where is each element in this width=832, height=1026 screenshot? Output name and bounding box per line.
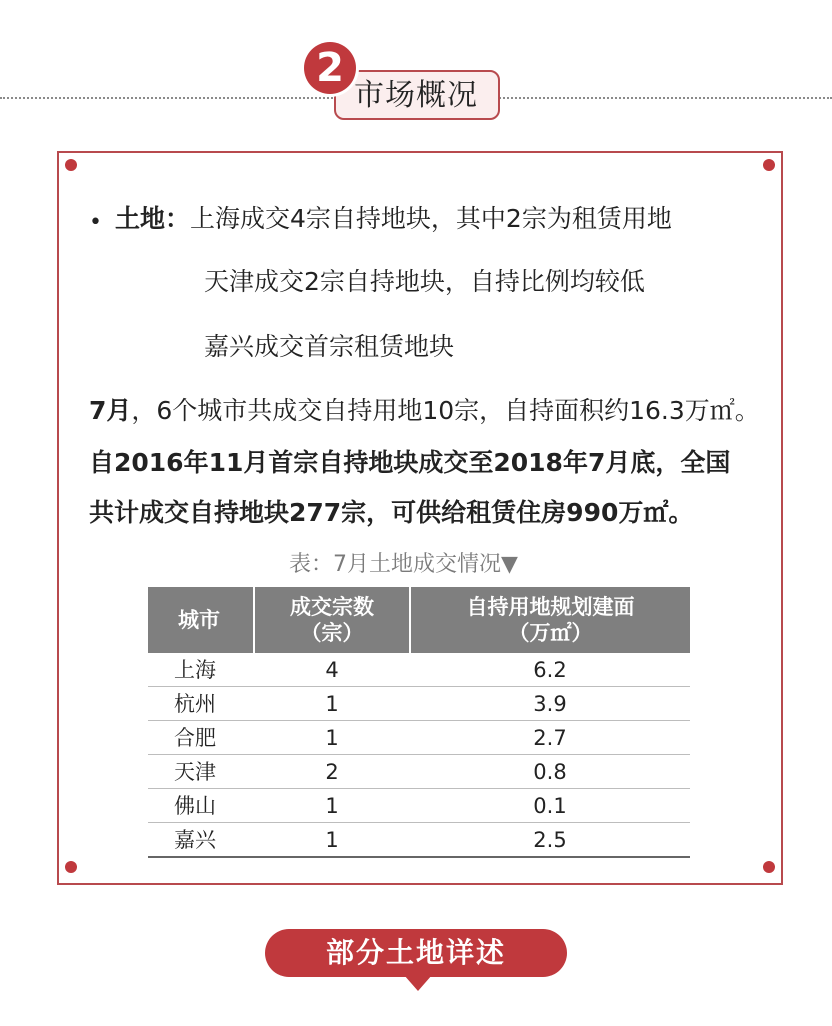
cell-deals: 1 (254, 687, 410, 721)
cell-deals: 1 (254, 721, 410, 755)
land-deal-table (148, 587, 690, 858)
july-text: ，6个城市共成交自持用地10宗，自持面积约16.3万㎡。 (131, 396, 760, 425)
cell-area: 0.1 (410, 789, 690, 823)
section-title-badge (334, 70, 500, 120)
header-area-line1: 自持用地规划建面 (466, 595, 635, 619)
bullet-icon: • (89, 210, 102, 235)
land-line-3: 嘉兴成交首宗租赁地块 (204, 332, 455, 361)
table-row (148, 823, 690, 858)
corner-dot-icon (763, 159, 775, 171)
section-banner: 部分土地详述 (265, 929, 567, 977)
cell-area: 3.9 (410, 687, 690, 721)
land-line-1 (115, 203, 672, 235)
july-summary (89, 395, 760, 427)
section-number-badge: 2 (304, 42, 356, 94)
content-panel (57, 151, 783, 885)
cell-deals: 4 (254, 653, 410, 687)
cumulative-line-1: 自2016年11月首宗自持地块成交至2018年7月底，全国 (89, 448, 731, 477)
corner-dot-icon (763, 861, 775, 873)
cell-city: 杭州 (148, 687, 254, 721)
table-caption: 表：7月土地成交情况▼ (289, 552, 518, 577)
cell-city: 上海 (148, 653, 254, 687)
cell-area: 6.2 (410, 653, 690, 687)
land-line-2: 天津成交2宗自持地块，自持比例均较低 (204, 267, 645, 296)
header-deals-line1: 成交宗数 (290, 595, 374, 619)
table-row (148, 653, 690, 687)
july-label: 7月 (89, 396, 132, 425)
cell-deals: 2 (254, 755, 410, 789)
corner-dot-icon (65, 159, 77, 171)
land-text-1: 上海成交4宗自持地块，其中2宗为租赁用地 (190, 204, 672, 233)
cell-city: 天津 (148, 755, 254, 789)
header-deals-line2: （宗） (300, 621, 364, 645)
land-label: 土地： (115, 204, 191, 233)
banner-pointer-icon (404, 975, 432, 991)
cell-area: 2.7 (410, 721, 690, 755)
cell-area: 0.8 (410, 755, 690, 789)
table-row (148, 755, 690, 789)
header-deals (254, 587, 410, 653)
cell-area: 2.5 (410, 823, 690, 858)
header-city: 城市 (148, 587, 254, 653)
header-area (410, 587, 690, 653)
table-row (148, 789, 690, 823)
corner-dot-icon (65, 861, 77, 873)
table-row (148, 721, 690, 755)
cell-deals: 1 (254, 823, 410, 858)
header-area-line2: （万㎡） (508, 621, 593, 645)
cumulative-line-2: 共计成交自持地块277宗，可供给租赁住房990万㎡。 (89, 498, 694, 527)
table-header-row (148, 587, 690, 653)
table-row (148, 687, 690, 721)
section-title: 市场概况 (354, 78, 478, 113)
cell-city: 嘉兴 (148, 823, 254, 858)
cell-city: 佛山 (148, 789, 254, 823)
cell-city: 合肥 (148, 721, 254, 755)
cell-deals: 1 (254, 789, 410, 823)
